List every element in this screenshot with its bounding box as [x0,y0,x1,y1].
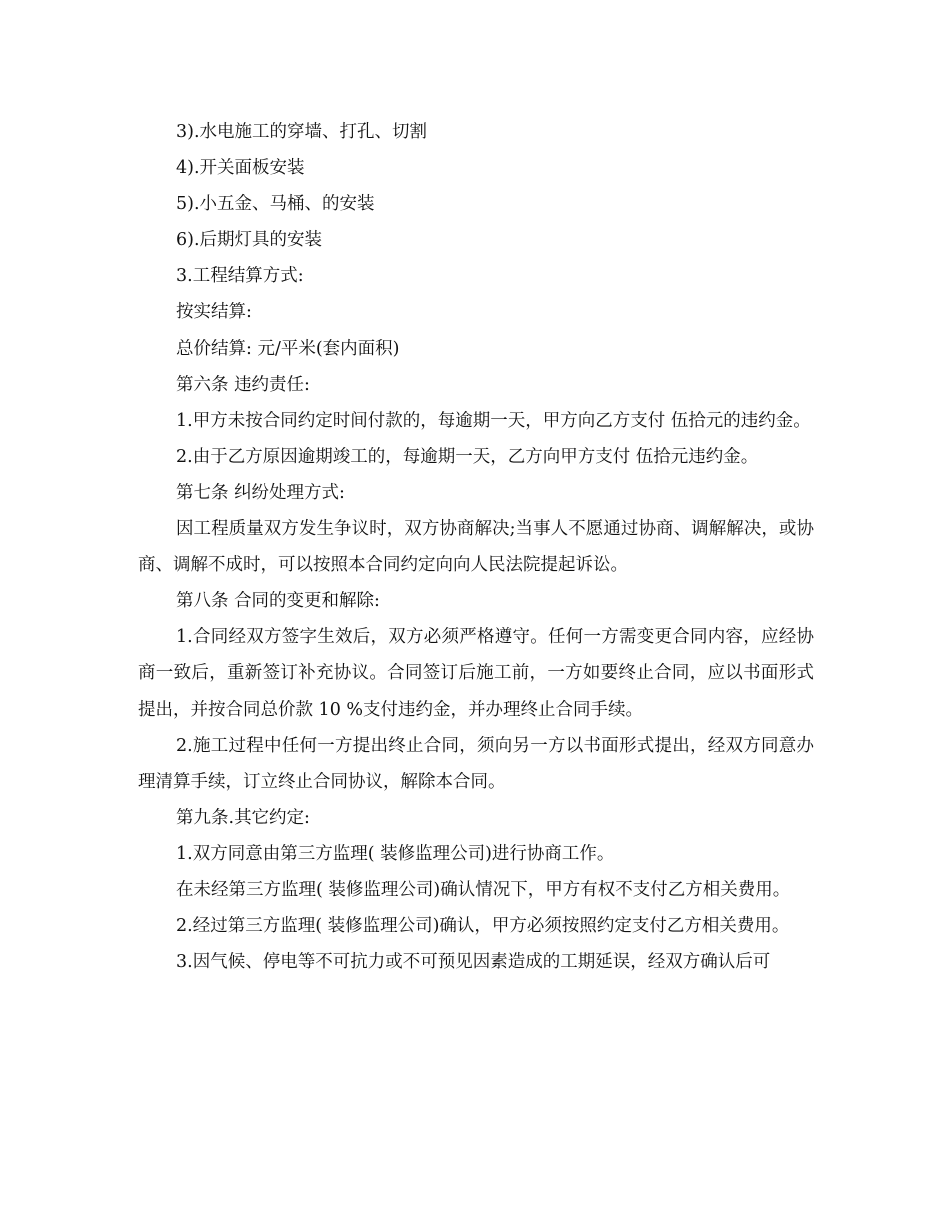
article-9-clause-1: 1.双方同意由第三方监理( 装修监理公司)进行协商工作。 [176,843,615,864]
paragraph-item-6: 6).后期灯具的安装 [176,230,323,251]
article-9-clause-3: 3.因气候、停电等不可抗力或不可预见因素造成的工期延误，经双方确认后可 [176,952,771,973]
article-8-heading: 第八条 合同的变更和解除: [176,591,380,612]
settlement-actual: 按实结算: [176,302,252,323]
article-7-heading: 第七条 纠纷处理方式: [176,482,345,503]
article-6-clause-2: 2.由于乙方原因逾期竣工的，每逾期一天，乙方向甲方支付 伍拾元违约金。 [176,446,759,467]
article-9-clause-1-note: 在未经第三方监理( 装修监理公司)确认情况下，甲方有权不支付乙方相关费用。 [176,879,791,900]
document-body [138,114,814,980]
paragraph-item-4: 4).开关面板安装 [176,158,305,179]
article-6-heading: 第六条 违约责任: [176,374,310,395]
section-settlement-method: 3.工程结算方式: [176,266,304,287]
article-6-clause-1: 1.甲方未按合同约定时间付款的，每逾期一天，甲方向乙方支付 伍拾元的违约金。 [176,410,811,431]
article-9-heading: 第九条.其它约定: [176,807,310,828]
article-9-clause-2: 2.经过第三方监理( 装修监理公司)确认，甲方必须按照约定支付乙方相关费用。 [176,916,790,937]
article-7-body: 因工程质量双方发生争议时，双方协商解决;当事人不愿通过协商、调解解决，或协商、调解不成时，可以按照本合同约定向向人民法院提起诉讼。 [138,519,814,576]
settlement-total-price: 总价结算: 元/平米(套内面积) [176,338,400,359]
paragraph-item-3: 3).水电施工的穿墙、打孔、切割 [176,122,428,142]
paragraph-item-5: 5).小五金、马桶、的安装 [176,194,375,215]
article-8-clause-1: 1.合同经双方签字生效后，双方必须严格遵守。任何一方需变更合同内容，应经协商一致后，重新签订补充协议。合同签订后施工前，一方如要终止合同，应以书面形式提出，并按合同总价款 10 %支付违约金，并办理终止合同手续。 [138,627,814,720]
article-8-clause-2: 2.施工过程中任何一方提出终止合同，须向另一方以书面形式提出，经双方同意办理清算手续，订立终止合同协议，解除本合同。 [138,735,814,792]
